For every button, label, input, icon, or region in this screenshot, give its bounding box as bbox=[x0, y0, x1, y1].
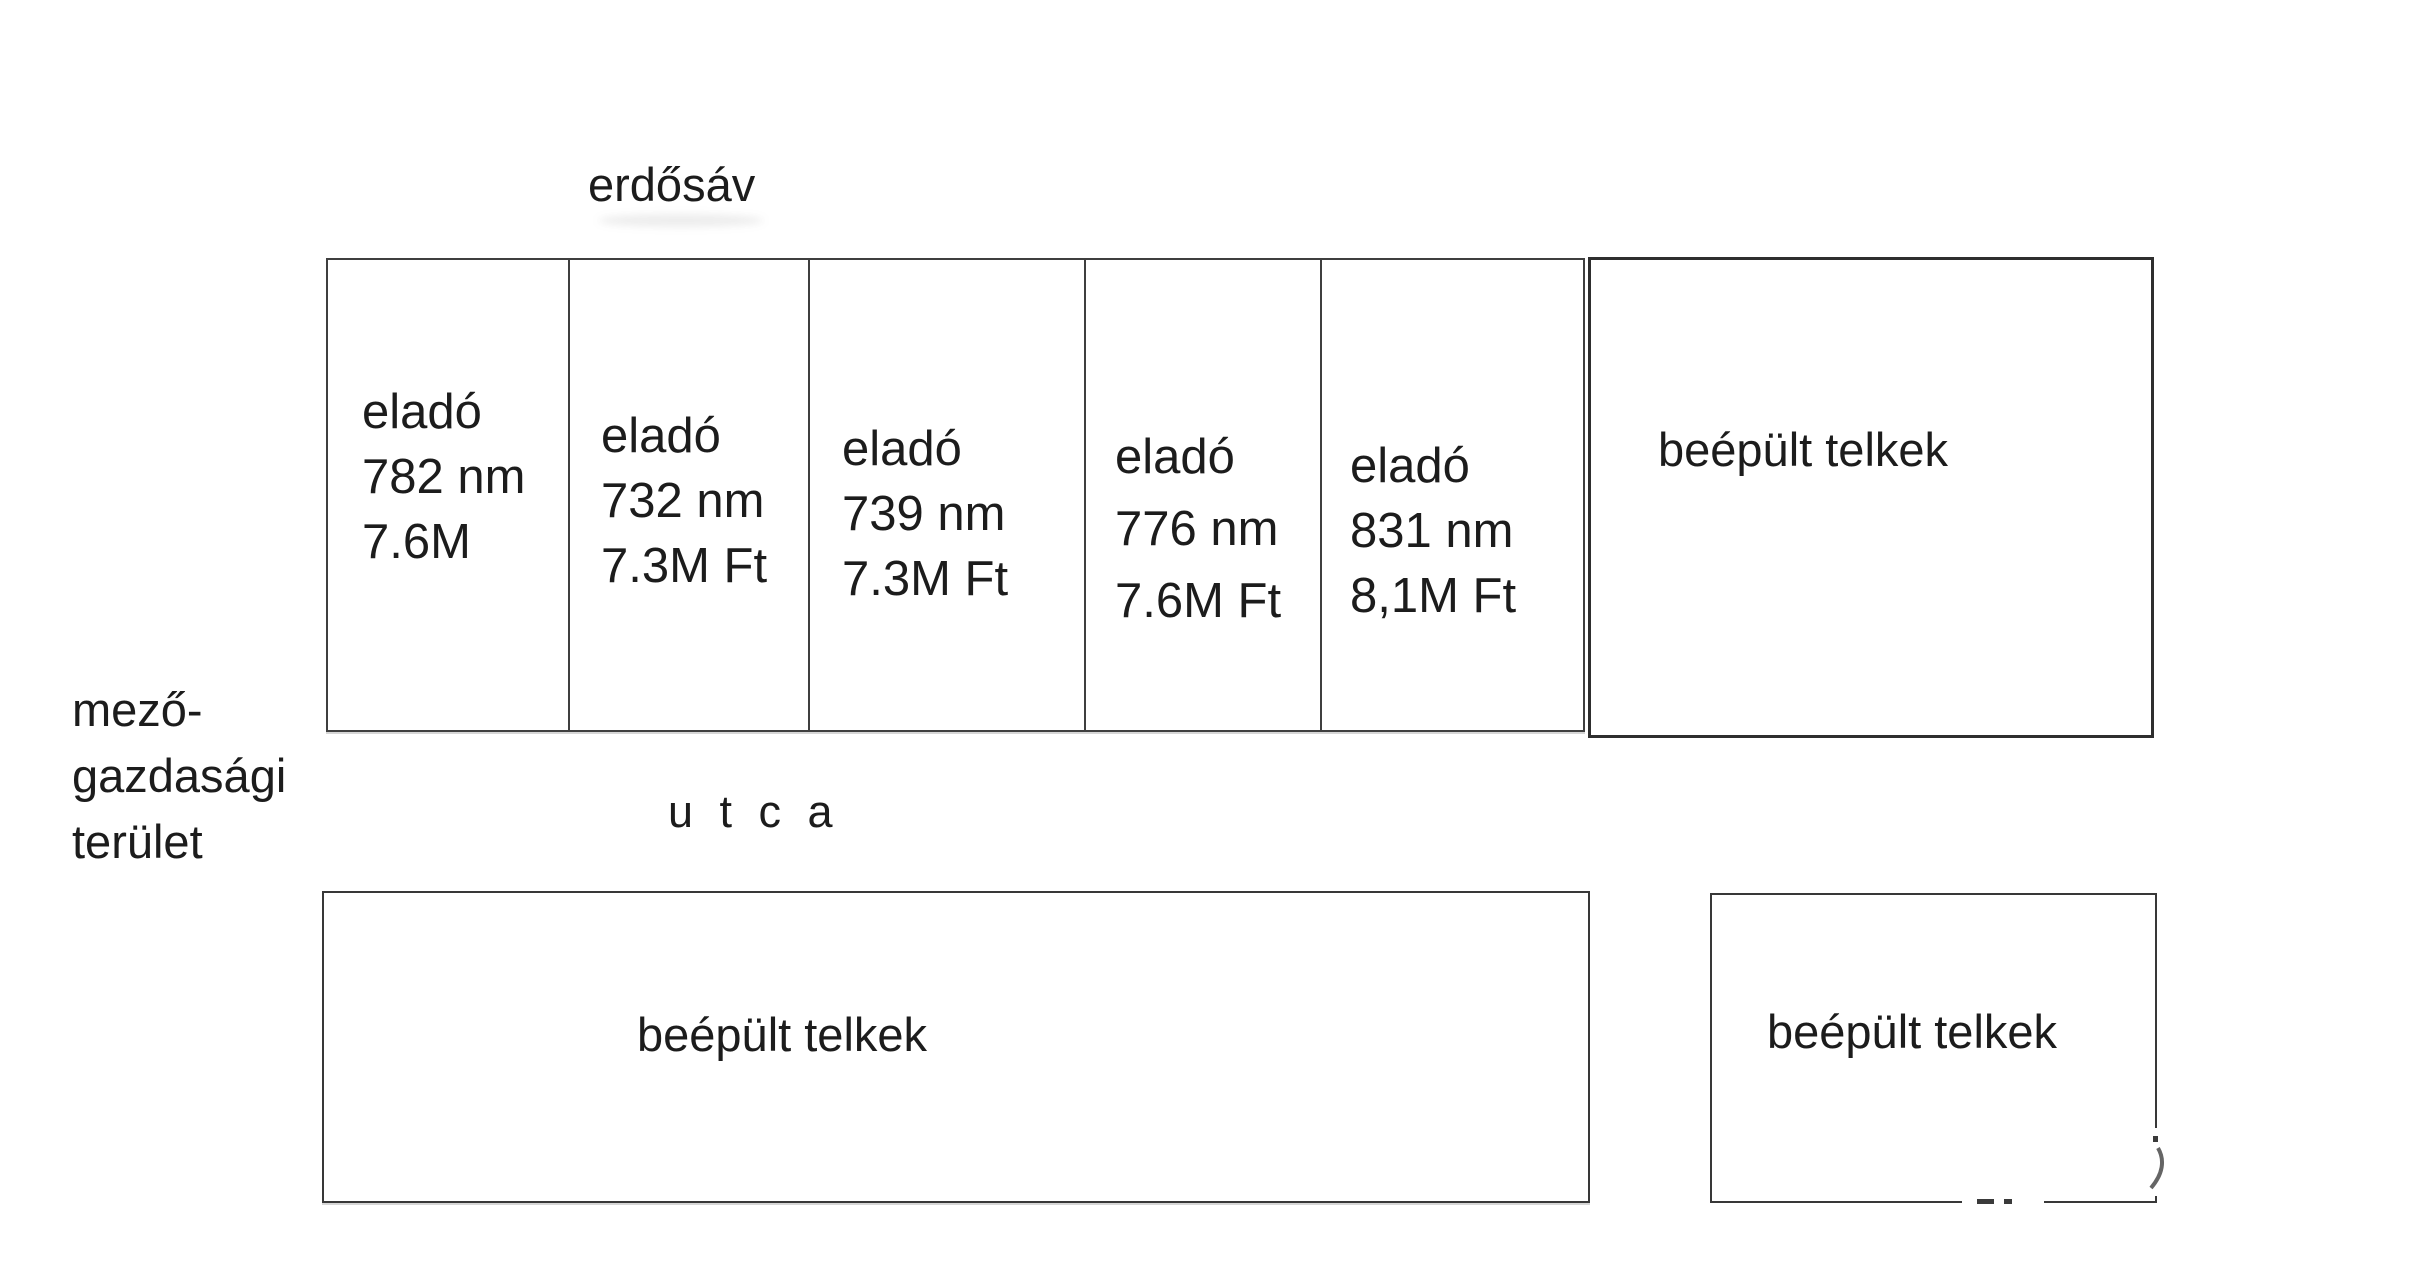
plot-3 bbox=[808, 260, 1084, 730]
forest-strip-label: erdősáv bbox=[588, 158, 756, 211]
plot-3-status: eladó bbox=[842, 422, 962, 476]
plot-3-area: 739 nm bbox=[842, 487, 1006, 541]
plot-3-price: 7.3M Ft bbox=[842, 552, 1009, 606]
built-plots-bottom-right-box bbox=[1710, 893, 2157, 1203]
agricultural-area-line-2: gazdasági bbox=[72, 749, 287, 802]
built-plots-bottom-right-label: beépült telkek bbox=[1767, 1005, 2058, 1058]
agricultural-area-label bbox=[72, 677, 286, 875]
plot-1 bbox=[328, 260, 568, 730]
plot-2-area: 732 nm bbox=[601, 474, 765, 528]
agricultural-area-line-1: mező- bbox=[72, 683, 203, 736]
watermark-border-gap bbox=[1994, 1196, 2004, 1207]
plots-for-sale-strip bbox=[326, 258, 1585, 732]
plot-2 bbox=[568, 260, 808, 730]
built-plots-bottom-left-label: beépült telkek bbox=[637, 1008, 928, 1061]
built-plots-bottom-left-box bbox=[322, 891, 1590, 1203]
plot-1-price: 7.6M bbox=[362, 515, 471, 569]
watermark-dash-fragment bbox=[2153, 1136, 2158, 1142]
plot-5-price: 8,1M Ft bbox=[1350, 569, 1517, 623]
watermark-border-gap bbox=[1962, 1196, 1977, 1207]
watermark-dash-fragment bbox=[2004, 1199, 2012, 1204]
plot-1-status: eladó bbox=[362, 385, 482, 439]
plot-4-area: 776 nm bbox=[1115, 502, 1279, 556]
plot-2-price: 7.3M Ft bbox=[601, 539, 768, 593]
street-label: u t c a bbox=[668, 786, 840, 837]
plot-5-status: eladó bbox=[1350, 439, 1470, 493]
plot-4-status: eladó bbox=[1115, 430, 1235, 484]
label-shadow-smudge bbox=[598, 214, 764, 227]
watermark-border-gap bbox=[2012, 1196, 2044, 1207]
built-plots-top-right-label: beépült telkek bbox=[1658, 423, 1949, 476]
agricultural-area-line-3: terület bbox=[72, 815, 203, 868]
plot-5 bbox=[1320, 260, 1583, 730]
watermark-dash-fragment bbox=[1977, 1199, 1994, 1204]
plot-5-area: 831 nm bbox=[1350, 504, 1514, 558]
plot-1-area: 782 nm bbox=[362, 450, 526, 504]
plot-4 bbox=[1084, 260, 1320, 730]
watermark-curve-fragment bbox=[2142, 1146, 2168, 1190]
built-plots-top-right-box bbox=[1588, 257, 2154, 738]
plot-2-status: eladó bbox=[601, 409, 721, 463]
plot-4-price: 7.6M Ft bbox=[1115, 574, 1282, 628]
